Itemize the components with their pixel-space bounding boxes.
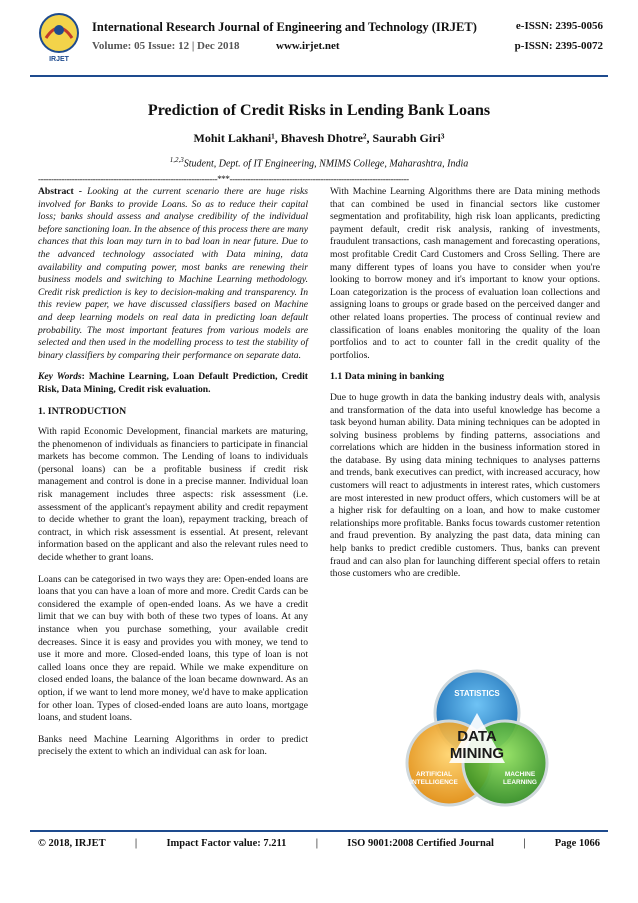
keywords-label: Key Words xyxy=(38,371,82,383)
intro-paragraph-3: Banks need Machine Learning Algorithms in order to predict precisely the extent to which an individual can ask for loan. xyxy=(38,733,308,758)
data-mining-venn-figure xyxy=(392,668,562,813)
left-column xyxy=(38,186,308,768)
journal-header xyxy=(0,0,638,92)
right-column xyxy=(330,186,600,590)
footer-impact-factor: Impact Factor value: 7.211 xyxy=(166,838,287,849)
page-footer xyxy=(38,838,600,849)
pissn: p-ISSN: 2395-0072 xyxy=(514,40,603,52)
journal-website[interactable]: www.irjet.net xyxy=(276,40,340,52)
paper-affiliation xyxy=(0,156,638,169)
eissn: e-ISSN: 2395-0056 xyxy=(515,20,603,32)
footer-divider: | xyxy=(134,838,138,849)
ml-label-2: LEARNING xyxy=(503,779,537,786)
affiliation-text: Student, Dept. of IT Engineering, NMIMS College, Maharashtra, India xyxy=(183,158,469,170)
right-paragraph-1: With Machine Learning Algorithms there are Data mining methods that can combined be used in financial sectors like customer segmentation and profitability, high risk loan applicants, predicting payment default, credit risk analysis, ranking of investments, fraudulent transactions, cash management and forecasting operations, most profitable Credit Card Customers and Cross Selling. There are many different types of loans you have to consider when you're looking to borrow money and it's important to know your options. Loan categorization is the process of evaluation loan collections and assigning loans to groups or grade based on the perceived danger and other related loans properties. The process of continual review and classification of loans enables monitoring the quality of the loan portfolios and to act to counter fall in the credit quality of the portfolios. xyxy=(330,186,600,361)
footer-iso: ISO 9001:2008 Certified Journal xyxy=(347,838,494,849)
paper-authors: Mohit Lakhani¹, Bhavesh Dhotre², Saurabh Giri³ xyxy=(193,131,445,145)
irjet-logo-icon xyxy=(38,12,80,54)
statistics-label: STATISTICS xyxy=(454,689,500,698)
introduction-heading: 1. INTRODUCTION xyxy=(38,405,127,417)
keywords-text: : Machine Learning, Loan Default Prediction, Credit Risk, Data Mining, Credit risk evaluation. xyxy=(38,371,308,395)
journal-title: International Research Journal of Engineering and Technology (IRJET) xyxy=(92,20,477,34)
intro-paragraph-2: Loans can be categorised in two ways they are: Open-ended loans are loans that you can have a loan of more and more. Credit Cards can be considered the example of open-ended loans. As we have a credit limit that we can buy with both of these two types of loans. At any instance when you purchase something, your available credit decreases. Since it is easy and provides you with money, we tend to use it more and more. Closed-ended loans, this type of loan is not called loans once they are repaid. While we make expenditure on closed ended loans, the balance of the loan became downward. As an option, if we want to lend more money, we'd have to make application for other loan. Types of closed-ended loans are auto loans, mortgage loans, and student loans. xyxy=(38,573,308,724)
footer-rule xyxy=(30,830,608,832)
right-paragraph-2: Due to huge growth in data the banking industry deals with, analysis and transformation of the data into useful knowledge has become a task beyond human ability. Data mining techniques can be adopted in solving business problems by finding patterns, associations and correlations which are hidden in the business information stored in the database. By using data mining techniques to analyses patterns and trends, bank executives can predict, with increased accuracy, how customers will react to adjustments in interest rates, which customers are most interested in new product offers, which customers will be at a higher risk for defaulting on a loan, and how to make customer relationships more profitable. Banks focus towards customer retention and fraud prevention. By analyzing the past data, data mining can help banks to predict credible customers. Thus, banks can prevent fraud and can also plan for launching different special offers to retain those customers who are credible. xyxy=(330,391,600,580)
section-separator: ---------------------------------------------------------------------***--------------------------------------------------------------------- xyxy=(38,174,409,184)
footer-divider: | xyxy=(523,838,526,849)
ai-label-1: ARTIFICIAL xyxy=(415,771,453,778)
logo-text: IRJET xyxy=(49,56,69,63)
header-rule xyxy=(30,75,608,77)
abstract-text: Looking at the current scenario there are huge risks involved for Banks to provide Loans. So as to reduce their capital loss; banks should assess and analyse credibility of the individual before sanctioning loan. In the absence of this process there are many chances that this loan may turn in to bad loan in near future. Due to the advanced technology associated with Data mining, data availability and computing power, most banks are renewing their business models and switching to Machine Learning methodology. Credit risk prediction is key to decision-making and transparency. In this review paper, we have discussed classifiers based on Machine and deep learning models on real data in predicting loan default probability. The most important features from various models are selected and then used in the modelling process to test the stability of binary classifiers by comparing their performance on separate data. xyxy=(38,186,309,361)
intro-paragraph-1: With rapid Economic Development, financial markets are maturing, the phenomenon of individuals as financiers to participate in financial markets has become common. The Lending of loans to individuals (personal loans) can be a profitable business if credit risk management and control is done in a precise manner. Individual loan risk management includes three aspects: risk assessment (i.e. assessment of the applicant's repayment ability and credit repayment to decide whether to grant the loan), repayment tracking, breach of contract, in which risk assessment is essential. At present, relevant information based on the applicant and also the relevant rules need to decide whether to grant loans. xyxy=(38,426,308,564)
abstract-label: Abstract - xyxy=(38,186,82,197)
ai-label-2: INTELLIGENCE xyxy=(410,779,458,786)
footer-page-number: Page 1066 xyxy=(554,838,600,849)
center-label-data: DATA xyxy=(457,728,497,745)
data-mining-banking-heading: 1.1 Data mining in banking xyxy=(330,371,445,383)
abstract xyxy=(38,186,308,362)
center-label-mining: MINING xyxy=(449,745,505,762)
volume-issue: Volume: 05 Issue: 12 | Dec 2018 xyxy=(92,40,240,52)
ml-label-1: MACHINE xyxy=(504,771,536,778)
affiliation-superscript: 1,2,3 xyxy=(169,156,184,164)
keywords xyxy=(38,371,308,396)
footer-divider: | xyxy=(315,838,318,849)
footer-copyright: © 2018, IRJET xyxy=(38,838,106,849)
paper-title: Prediction of Credit Risks in Lending Bank Loans xyxy=(147,102,491,119)
